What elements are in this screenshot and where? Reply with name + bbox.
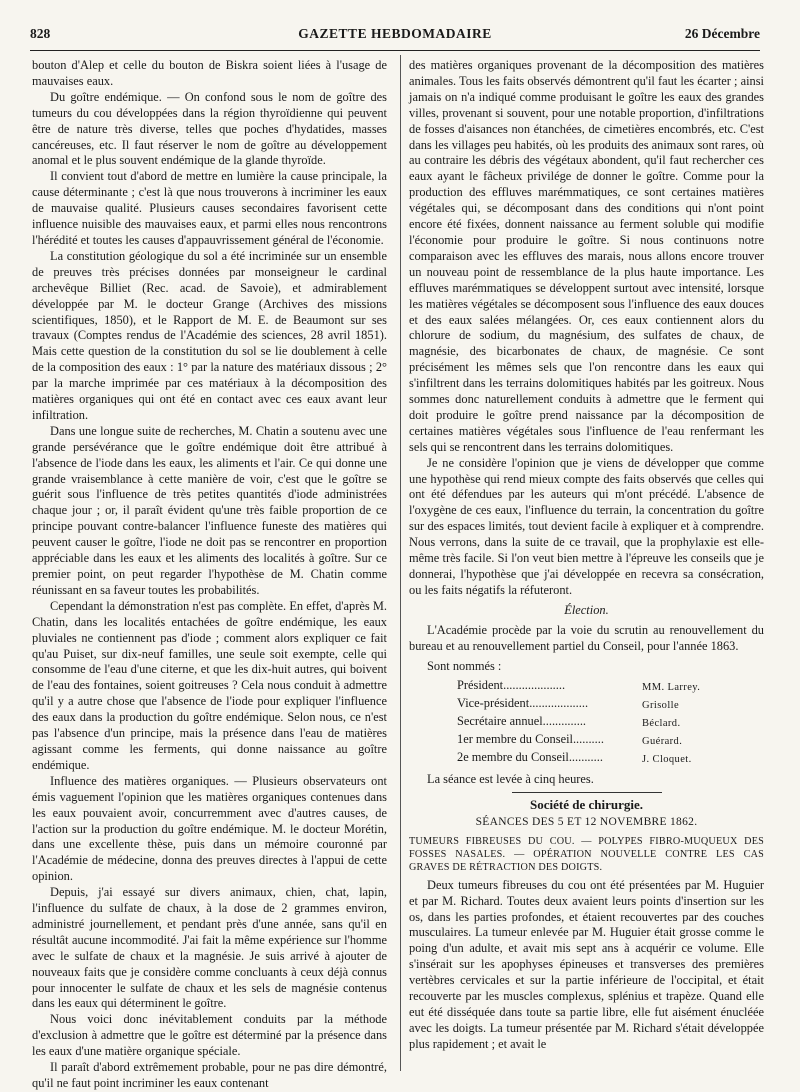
officer-row <box>457 696 764 714</box>
officer-row <box>457 678 764 696</box>
officer-row <box>457 732 764 750</box>
closing-line: La séance est levée à cinq heures. <box>427 771 594 786</box>
election-text: L'Académie procède par la voie du scrutin au renouvellement du bureau et au renouvellement partiel du Conseil, pour l'année 1863. <box>409 622 764 653</box>
officer-role: Vice-président................... <box>457 696 589 711</box>
officer-list <box>457 678 764 768</box>
paragraph: des matières organiques provenant de la décomposition des matières animales. Tous les faits observés démontrent qu'il faut les écarter ; ainsi jamais on n'a indiqué comme produisant le goître les eaux des grandes villes, provenant si souvent, pour une notable proportion, d'infiltrations de fosses d'aisances non étanchées, de cimetières encombrés, etc. C'est dans les villages peu habités, où les produits des animaux sont rares, où au contraire les débris des végétaux abondent, qu'il faut rechercher ces eaux ayant le fâcheux privilége de donner le goître. Comme pour la production des effluves marémmatiques, ce sont certaines matières végétales qui, se décomposant dans des conditions qui n'ont point encore été fixées, donnent naissance au ferment soluble qui modifie l'économie pour produire le goître. Si nous continuons notre comparaison avec les effluves des marais, nous allons encore trouver un nouveau point de ressemblance de la plus haute importance. Les effluves marémmatiques se développent surtout avec intensité, lorsque les matières végétales se décomposent sous l'influence des eaux douces et des eaux salées mélangées. Or, ces eaux contiennent alors du chlorure de sodium, du magnésium, des sulfates de chaux, de magnésie, des bicarbonates de chaux, de magnésie. Ce sont précisément les mêmes sels que l'on rencontre dans les eaux qui s'infiltrent dans les terrains dolomitiques habités par les goitreux. Nous sommes donc naturellement conduits à admettre que le ferment qui doit produire le goître prend naissance par la décomposition de certaines matières végétales sous l'influence de l'eau renfermant les sels qui se rencontrent dans les terrains dolomitiques. <box>409 58 764 454</box>
paragraph: Cependant la démonstration n'est pas complète. En effet, d'après M. Chatin, dans les localités entachées de goître endémique, les eaux pluviales ne contiennent pas d'iode ; comment alors expliquer ce fait qu'au Puiset, sur dix-neuf familles, une seule soit exempte, celle qui consomme de l'eau d'une citerne, et que les dix-huit autres, qui boivent de l'eau des fontaines, soient goitreuses ? Cela nous conduit à admettre qu'il y a autre chose que l'absence de l'iode pour expliquer l'influence des eaux dans la production du goître endémique. Selon nous, ce n'est pas l'absence d'un principe, mais la présence dans l'eau de matières agissant comme les ferments, qui donne naissance au goître endémique. <box>32 598 387 772</box>
journal-title: GAZETTE HEBDOMADAIRE <box>298 26 492 41</box>
officer-row <box>457 714 764 732</box>
officer-name: MM. Larrey. <box>642 682 701 694</box>
society-title: Société de chirurgie. <box>530 796 643 812</box>
section-rule <box>512 792 662 793</box>
column-divider <box>400 55 401 1071</box>
election-title: Élection. <box>564 602 609 617</box>
officer-role: Secrétaire annuel.............. <box>457 714 587 729</box>
left-column <box>32 58 387 1092</box>
officer-row <box>457 750 764 768</box>
paragraph: Il convient tout d'abord de mettre en lumière la cause principale, la cause déterminante ; c'est là que nous trouverons à incriminer les eaux de mauvaise qualité. Plusieurs causes secondaires favorisent cette influence nuisible des mauvaises eaux, et parmi elles nous rencontrons l'hérédité et toutes les causes d'appauvrissement général de l'économie. <box>32 169 387 247</box>
paragraph: Du goître endémique. — On confond sous le nom de goître des tumeurs du cou développées dans la région thyroïdienne qui peuvent être de nature très diverse, telles que poches d'hydatides, masses cancéreuses, etc. Il faut réserver le nom de goître au développement anomal et le plus souvent endémique de la glande thyroïde. <box>32 89 387 168</box>
page-header <box>30 26 760 48</box>
header-rule <box>30 50 760 51</box>
paragraph: Nous voici donc inévitablement conduits par la méthode d'exclusion à admettre que le goître est déterminé par la présence dans les eaux d'une matière organique spéciale. <box>32 1012 387 1059</box>
paragraph: Deux tumeurs fibreuses du cou ont été présentées par M. Huguier et par M. Richard. Toutes deux avaient leurs points d'insertion sur les os, dans les parties profondes, et étaient recouvertes par des couches musculaires. La tumeur enlevée par M. Huguier était grosse comme le poing d'un adulte, et avait mis sept ans à acquérir ce volume. Elle s'insérait sur les apophyses épineuses et transverses des premières vertèbres cervicales et sur la partie inférieure de l'occipital, et était recouverte par les muscles complexus, splénius et trapèze. Quand elle eut été disséquée dans toute sa partie libre, elle fut aisément énucléée avec les doigts. La tumeur présentée par M. Richard s'était développée plus rapidement ; et avait le <box>409 877 764 1051</box>
officer-role: 2e membre du Conseil........... <box>457 750 603 765</box>
paragraph: Il paraît d'abord extrêmement probable, pour ne pas dire démontré, qu'il ne faut point incriminer les eaux contenant <box>32 1060 387 1090</box>
paragraph: Je ne considère l'opinion que je viens de développer que comme une hypothèse qui rend mieux compte des faits observés que celles qui ont été défendues par les auteurs qui m'ont précédé. L'absence de l'oxygène de ces eaux, l'influence du terrain, la concentration du goître sur des espaces limités, tout devient facile à expliquer et à comprendre. Nous verrons, dans la suite de ce travail, que la prophylaxie est elle-même très facile. Si l'on veut bien mettre à l'épreuve les conseils que je donnerai, l'hypothèse que j'ai développée en recevra sa consécration, ou les faits négatifs la réfuteront. <box>409 455 764 597</box>
officer-name: J. Cloquet. <box>642 754 692 766</box>
paragraph: Influence des matières organiques. — Plusieurs observateurs ont émis vaguement l'opinion que les matières organiques contenues dans les eaux pouvaient avoir, concurremment avec d'autres causes, de l'action sur la production du goître endémique. M. le docteur Morétin, dans une excellente thèse, puis dans un mémoire couronné par l'Académie de médecine, donna des preuves directes à l'appui de cette opinion. <box>32 773 387 884</box>
officer-role: Président.................... <box>457 678 566 693</box>
officer-role: 1er membre du Conseil.......... <box>457 732 604 747</box>
right-column <box>409 58 764 1053</box>
paragraph: bouton d'Alep et celle du bouton de Biskra soient liées à l'usage de mauvaises eaux. <box>32 58 387 88</box>
officer-name: Grisolle <box>642 700 680 712</box>
sessions-line: SÉANCES DES 5 ET 12 NOVEMBRE 1862. <box>475 815 698 828</box>
paragraph: Dans une longue suite de recherches, M. Chatin a soutenu avec une grande persévérance que le goître endémique doit être attribué à l'absence de l'iode dans les eaux, les aliments et l'air. Ce qui donne une grande vraisemblance à cette manière de voir, c'est que le goître se guérit sous l'influence de très petites quantités d'iode administrées chaque jour ; or, il paraît évident qu'une très faible proportion de ce principe pouvant contre-balancer l'influence funeste des matières qui peuvent causer le goître, l'iode ne doit pas se rencontrer en proportion appréciable dans les eaux et les aliments des localités à goître. Sur ce premier point, on peut regarder l'hypothèse de M. Chatin comme réunissant en sa faveur toutes les probabilités. <box>32 423 387 597</box>
issue-date: 26 Décembre <box>684 26 760 41</box>
officer-name: Guérard. <box>642 736 683 748</box>
officer-name: Béclard. <box>642 718 681 730</box>
page-number: 828 <box>30 26 51 41</box>
paragraph: La constitution géologique du sol a été incriminée sur un ensemble de preuves très précises données par monseigneur le cardinal archevêque Billiet (Rec. acad. de Savoie), et admirablement développée par M. le docteur Grange (Archives des missions scientifiques, 1850), et le Rapport de M. E. de Beaumont sur ses travaux (Comptes rendus de l'Académie des sciences, 28 avril 1851). Mais cette question de la constitution du sol se lie doublement à celle de la composition des eaux : 1° par la nature des matériaux dissous ; 2° par la marche imprimée par ces matériaux à la décomposition des matières organiques qui ont été en contact avec ces eaux avant leur infiltration. <box>32 248 387 422</box>
section-subheading: TUMEURS FIBREUSES DU COU. — POLYPES FIBRO-MUQUEUX DES FOSSES NASALES. — OPÉRATION NOUVELLE CONTRE LES CAS GRAVES DE RÉTRACTION DES DOIGTS. <box>409 835 764 873</box>
named-label: Sont nommés : <box>427 658 502 673</box>
paragraph: Depuis, j'ai essayé sur divers animaux, chien, chat, lapin, l'influence du sulfate de chaux, à la dose de 2 grammes environ, administré journellement, et pendant près d'une année, sans qu'il en résultât aucune incommodité. J'ai fait la même expérience sur l'homme avec le sulfate de chaux et la magnésie. Je suis arrivé à ajouter de nouveaux faits que je considère comme concluants à ceux déjà connus pour innocenter le sulfate de chaux et les sels de magnésie contenus dans les eaux qui déterminent le goître. <box>32 885 387 1011</box>
